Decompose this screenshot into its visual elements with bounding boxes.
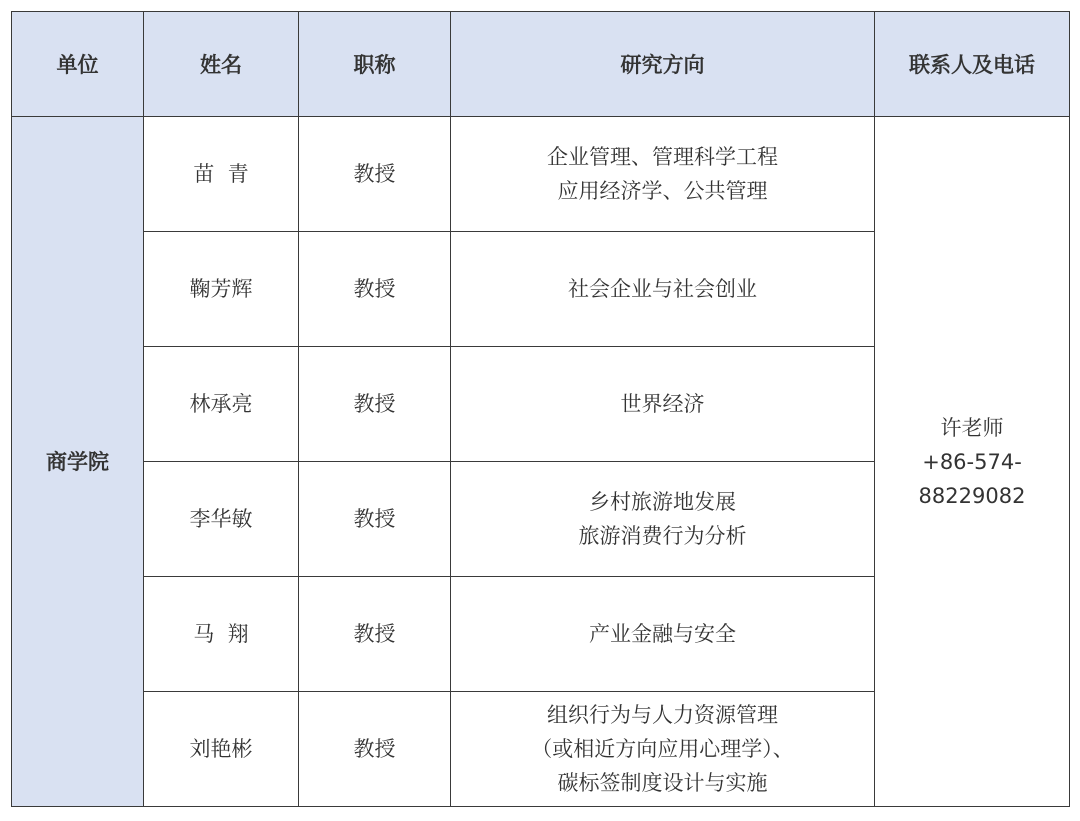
- title-cell: 教授: [299, 692, 451, 807]
- direction-line: （或相近方向应用心理学）、: [531, 737, 794, 761]
- table-header-row: [12, 12, 1070, 117]
- header-name: 姓名: [144, 12, 299, 117]
- faculty-table: [11, 11, 1070, 807]
- direction-line: 社会企业与社会创业: [568, 277, 757, 301]
- unit-cell: 商学院: [12, 117, 144, 807]
- header-title: 职称: [299, 12, 451, 117]
- name-cell: 刘艳彬: [144, 692, 299, 807]
- direction-line: 旅游消费行为分析: [578, 524, 747, 548]
- direction-cell: [451, 232, 875, 347]
- direction-cell: [451, 347, 875, 462]
- name-cell: 苗 青: [144, 117, 299, 232]
- direction-cell: [451, 692, 875, 807]
- direction-line: 组织行为与人力资源管理: [547, 703, 778, 727]
- contact-name: 许老师: [940, 415, 1004, 440]
- title-cell: 教授: [299, 117, 451, 232]
- contact-phone-line1: +86-574-: [922, 449, 1022, 474]
- name-cell: 李华敏: [144, 462, 299, 577]
- header-unit: 单位: [12, 12, 144, 117]
- table-row: [12, 117, 1070, 232]
- name-cell: 林承亮: [144, 347, 299, 462]
- contact-phone-line2: 88229082: [918, 483, 1026, 508]
- contact-cell: [875, 117, 1070, 807]
- title-cell: 教授: [299, 232, 451, 347]
- direction-cell: [451, 462, 875, 577]
- direction-line: 乡村旅游地发展: [589, 490, 736, 514]
- direction-line: 产业金融与安全: [589, 622, 736, 646]
- direction-cell: [451, 117, 875, 232]
- direction-line: 应用经济学、公共管理: [557, 179, 768, 203]
- title-cell: 教授: [299, 577, 451, 692]
- direction-line: 碳标签制度设计与实施: [557, 771, 768, 795]
- name-cell: 马 翔: [144, 577, 299, 692]
- header-contact: 联系人及电话: [875, 12, 1070, 117]
- direction-line: 世界经济: [620, 392, 705, 416]
- faculty-table-container: [11, 11, 1070, 807]
- direction-line: 企业管理、管理科学工程: [547, 145, 778, 169]
- name-cell: 鞠芳辉: [144, 232, 299, 347]
- direction-cell: [451, 577, 875, 692]
- title-cell: 教授: [299, 462, 451, 577]
- header-research-direction: 研究方向: [451, 12, 875, 117]
- title-cell: 教授: [299, 347, 451, 462]
